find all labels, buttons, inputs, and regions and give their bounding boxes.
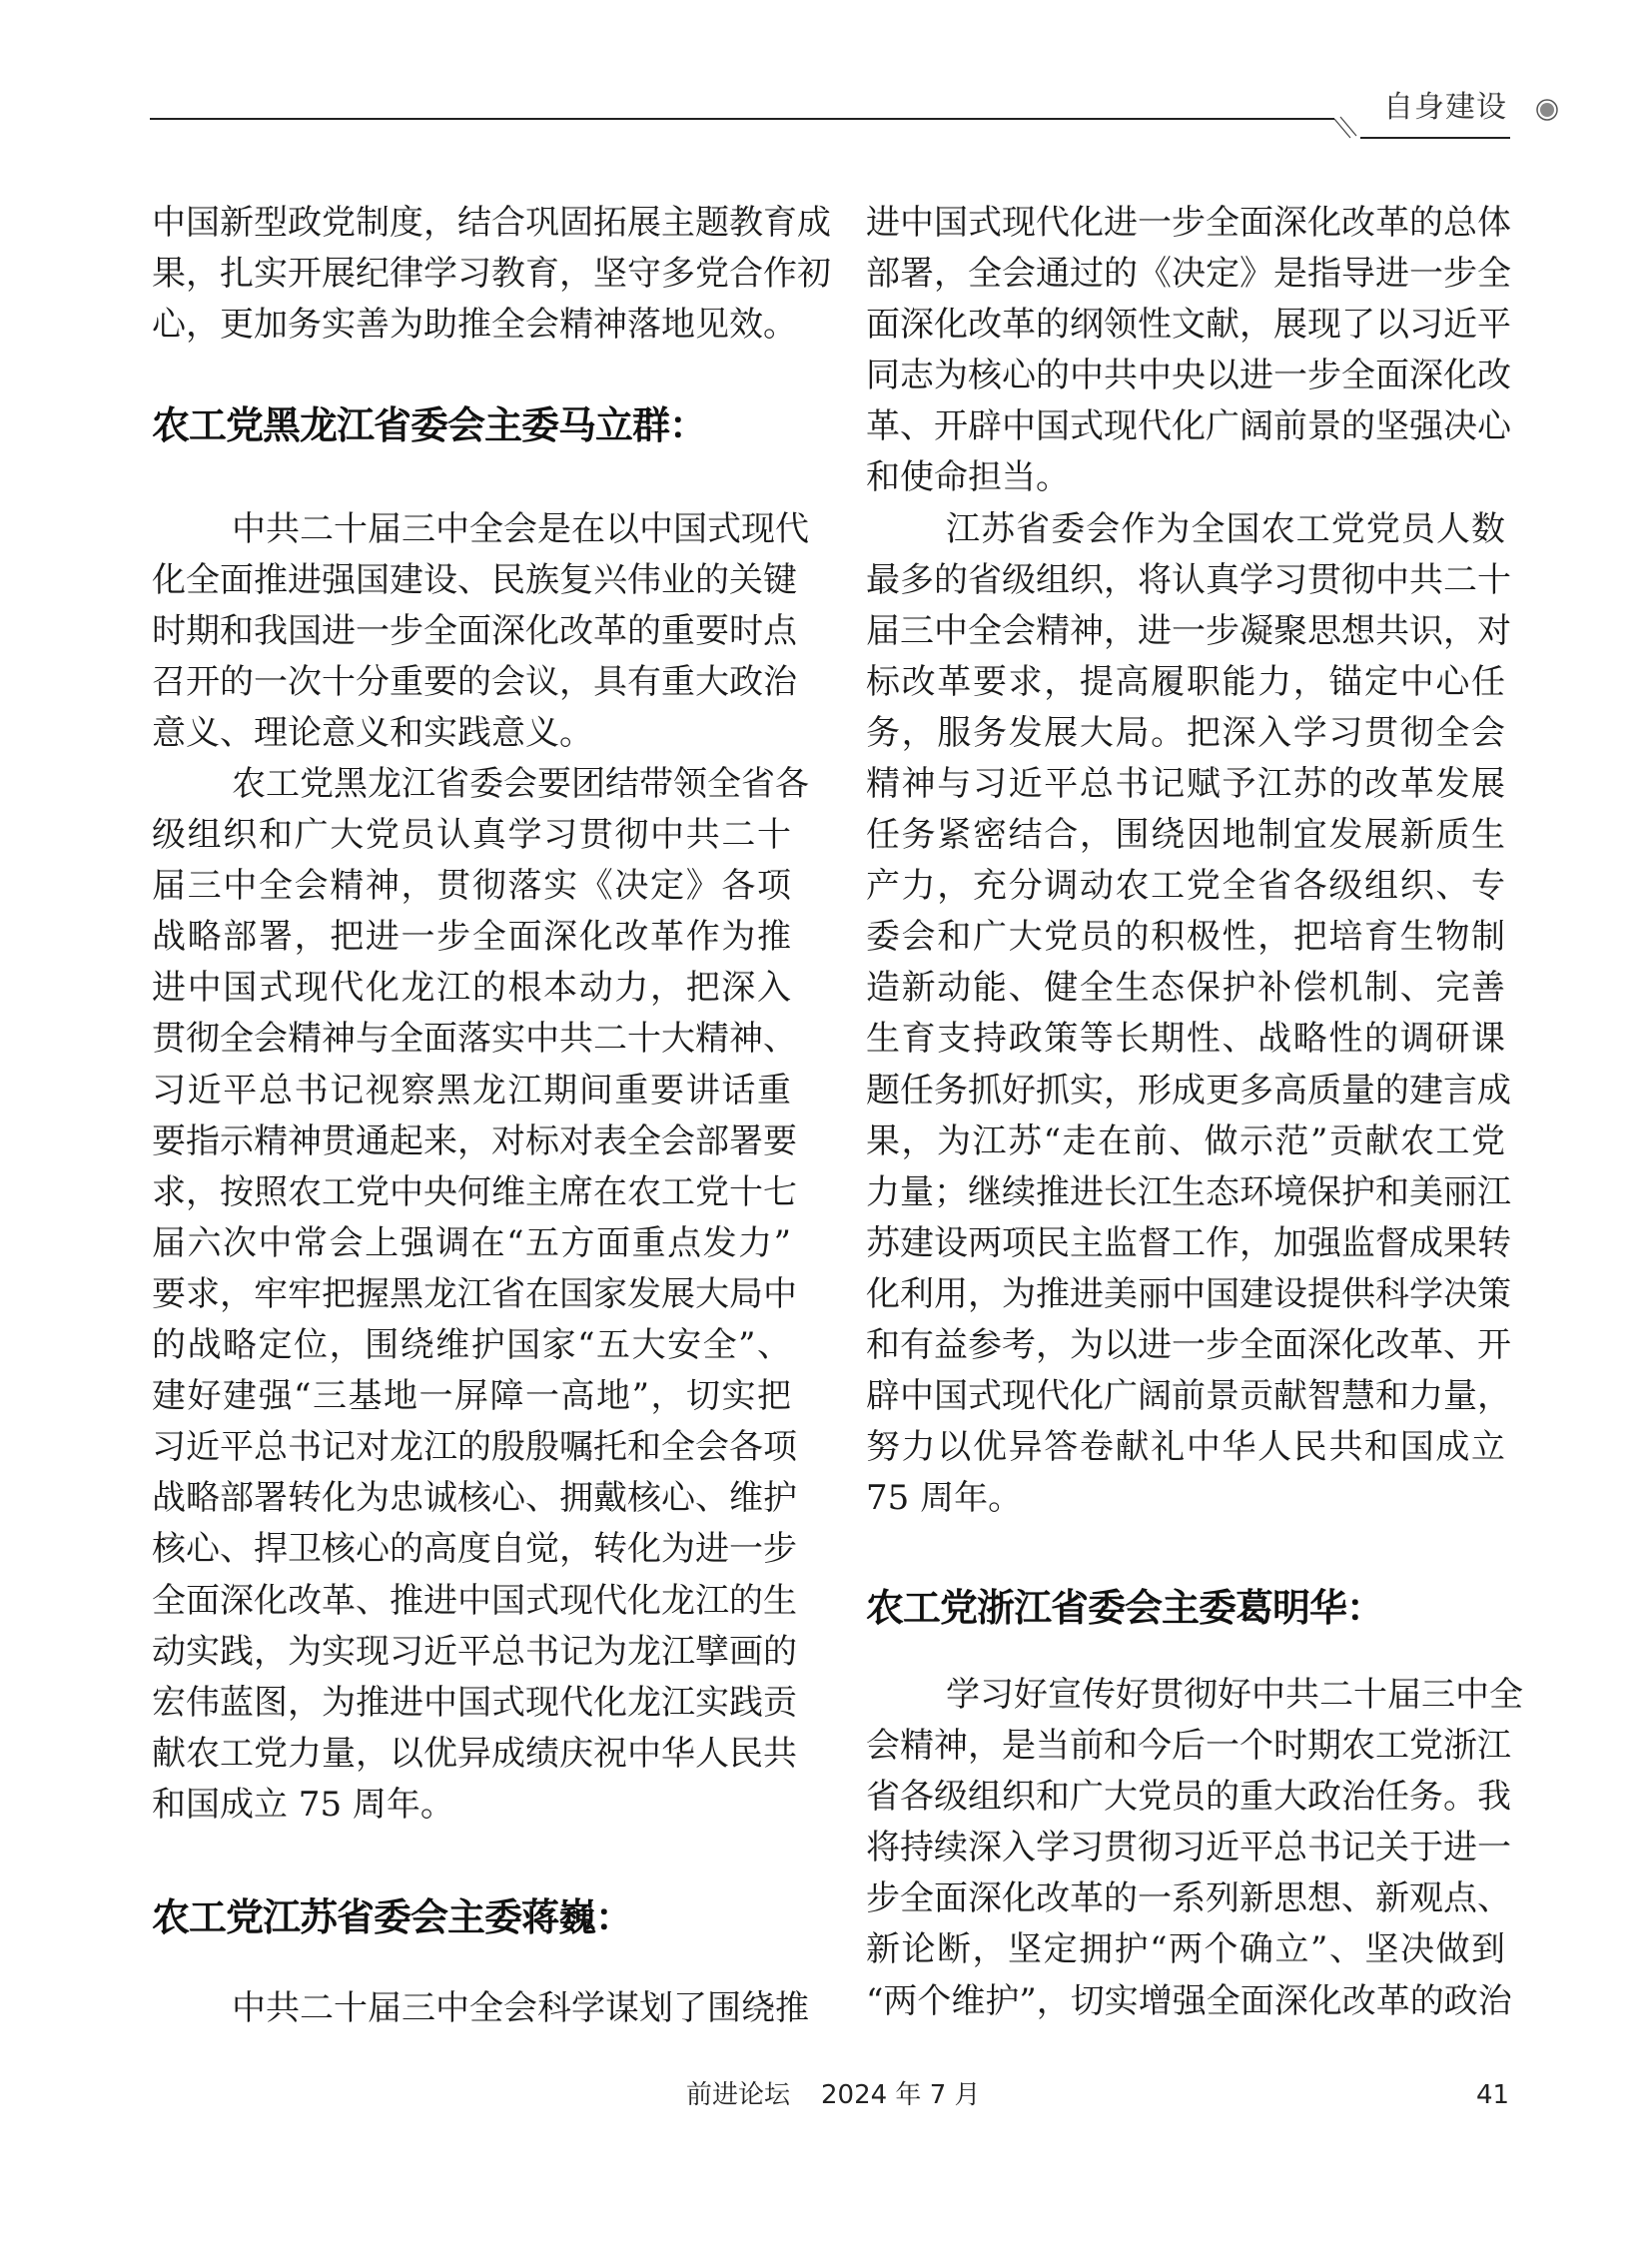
- text-line: 时期和我国进一步全面深化改革的重要时点: [152, 610, 797, 651]
- section-label: 自身建设: [1383, 90, 1507, 125]
- footer-issue: 2024 年 7 月: [821, 2080, 981, 2110]
- text-line: 进中国式现代化进一步全面深化改革的总体: [866, 203, 1511, 243]
- text-line: 部署，全会通过的《决定》是指导进一步全: [866, 254, 1511, 295]
- text-line: 和有益参考，为以进一步全面深化改革、开: [866, 1325, 1511, 1365]
- text-line: 力量；继续推进长江生态环境保护和美丽江: [866, 1171, 1511, 1212]
- text-line: 战略部署转化为忠诚核心、拥戴核心、维护: [152, 1478, 797, 1519]
- text-line: 苏建设两项民主监督工作，加强监督成果转: [866, 1222, 1511, 1263]
- text-line: 辟中国式现代化广阔前景贡献智慧和力量，: [866, 1376, 1511, 1417]
- text-line: 学习好宣传好贯彻好中共二十届三中全: [946, 1675, 1523, 1715]
- text-line: 级组织和广大党员认真学习贯彻中共二十: [152, 815, 791, 856]
- text-line: 习近平总书记对龙江的殷殷嘱托和全会各项: [152, 1427, 797, 1468]
- paragraph: [152, 759, 809, 1831]
- text-line: 新论断，坚定拥护“两个确立”、坚决做到: [866, 1929, 1505, 1970]
- text-line: 中共二十届三中全会科学谋划了围绕推: [232, 1988, 809, 2028]
- text-line: 和国成立 75 周年。: [152, 1784, 454, 1825]
- text-line: 最多的省级组织，将认真学习贯彻中共二十: [866, 559, 1511, 600]
- text-line: 题任务抓好抓实，形成更多高质量的建言成: [866, 1070, 1511, 1111]
- text-line: 步全面深化改革的一系列新思想、新观点、: [866, 1878, 1511, 1919]
- page-number: 41: [1476, 2080, 1510, 2110]
- text-line: 将持续深入学习贯彻习近平总书记关于进一: [866, 1828, 1511, 1868]
- text-line: 届六次中常会上强调在“五方面重点发力”: [152, 1222, 791, 1263]
- text-line: 务，服务发展大局。把深入学习贯彻全会: [866, 712, 1505, 753]
- text-line: 努力以优异答卷献礼中华人民共和国成立: [866, 1427, 1505, 1468]
- text-line: 召开的一次十分重要的会议，具有重大政治: [152, 661, 797, 702]
- text-line: 化利用，为推进美丽中国建设提供科学决策: [866, 1273, 1511, 1314]
- paragraph: [152, 504, 809, 759]
- footer-journal: 前进论坛: [686, 2080, 791, 2110]
- text-line: “两个维护”，切实增强全面深化改革的政治: [866, 1980, 1512, 2021]
- paragraph: [152, 1983, 809, 2034]
- text-line: 届三中全会精神，贯彻落实《决定》各项: [152, 866, 791, 907]
- paragraph: [866, 1670, 1523, 2027]
- header-rule: [0, 0, 1652, 160]
- text-line: 任务紧密结合，围绕因地制宜发展新质生: [866, 815, 1505, 856]
- paragraph: [866, 198, 1511, 504]
- text-line: 造新动能、健全生态保护补偿机制、完善: [866, 968, 1505, 1009]
- text-line: 中国新型政党制度，结合巩固拓展主题教育成: [152, 203, 831, 243]
- paragraph: [866, 504, 1511, 1525]
- text-line: 省各级组织和广大党员的重大政治任务。我: [866, 1777, 1511, 1818]
- text-line: 江苏省委会作为全国农工党党员人数: [946, 508, 1505, 549]
- paragraph: [152, 198, 831, 351]
- text-line: 要求，牢牢把握黑龙江省在国家发展大局中: [152, 1273, 797, 1314]
- text-line: 心，更加务实善为助推全会精神落地见效。: [152, 305, 797, 346]
- text-line: 生育支持政策等长期性、战略性的调研课: [866, 1019, 1505, 1060]
- circle-bullet-icon: [1537, 100, 1557, 120]
- text-line: 果，扎实开展纪律学习教育，坚守多党合作初: [152, 254, 831, 295]
- text-line: 的战略定位，围绕维护国家“五大安全”、: [152, 1325, 791, 1366]
- text-line: 贯彻全会精神与全面落实中共二十大精神、: [152, 1019, 797, 1060]
- text-line: 动实践，为实现习近平总书记为龙江擘画的: [152, 1631, 797, 1672]
- text-line: 战略部署，把进一步全面深化改革作为推: [152, 917, 791, 958]
- text-line: 委会和广大党员的积极性，把培育生物制: [866, 917, 1505, 958]
- speaker-heading: 农工党黑龙江省委会主委马立群：: [152, 403, 707, 447]
- text-line: 会精神，是当前和今后一个时期农工党浙江: [866, 1726, 1511, 1767]
- text-line: 意义、理论意义和实践意义。: [152, 712, 593, 753]
- text-line: 习近平总书记视察黑龙江期间重要讲话重: [152, 1070, 791, 1111]
- text-line: 75 周年。: [866, 1478, 1023, 1519]
- text-line: 和使命担当。: [866, 457, 1070, 498]
- text-line: 进中国式现代化龙江的根本动力，把深入: [152, 968, 791, 1009]
- text-line: 果，为江苏“走在前、做示范”贡献农工党: [866, 1121, 1505, 1161]
- text-line: 化全面推进强国建设、民族复兴伟业的关键: [152, 559, 797, 600]
- text-line: 要指示精神贯通起来，对标对表全会部署要: [152, 1121, 797, 1161]
- text-line: 核心、捍卫核心的高度自觉，转化为进一步: [152, 1529, 797, 1570]
- text-line: 精神与习近平总书记赋予江苏的改革发展: [866, 763, 1505, 804]
- speaker-heading: 农工党江苏省委会主委蒋巍：: [152, 1895, 633, 1939]
- text-line: 宏伟蓝图，为推进中国式现代化龙江实践贡: [152, 1682, 797, 1723]
- text-line: 全面深化改革、推进中国式现代化龙江的生: [152, 1580, 797, 1621]
- text-line: 届三中全会精神，进一步凝聚思想共识，对: [866, 610, 1511, 651]
- text-line: 中共二十届三中全会是在以中国式现代: [232, 508, 809, 549]
- text-line: 同志为核心的中共中央以进一步全面深化改: [866, 356, 1511, 396]
- text-line: 农工党黑龙江省委会要团结带领全省各: [232, 764, 809, 804]
- text-line: 面深化改革的纲领性文献，展现了以习近平: [866, 305, 1511, 346]
- text-line: 献农工党力量，以优异成绩庆祝中华人民共: [152, 1733, 797, 1774]
- text-line: 建好建强“三基地一屏障一高地”，切实把: [152, 1376, 791, 1417]
- text-line: 革、开辟中国式现代化广阔前景的坚强决心: [866, 406, 1511, 447]
- speaker-heading: 农工党浙江省委会主委葛明华：: [866, 1586, 1384, 1630]
- text-line: 标改革要求，提高履职能力，锚定中心任: [866, 661, 1505, 702]
- text-line: 求，按照农工党中央何维主席在农工党十七: [152, 1171, 797, 1212]
- text-line: 产力，充分调动农工党全省各级组织、专: [866, 866, 1505, 907]
